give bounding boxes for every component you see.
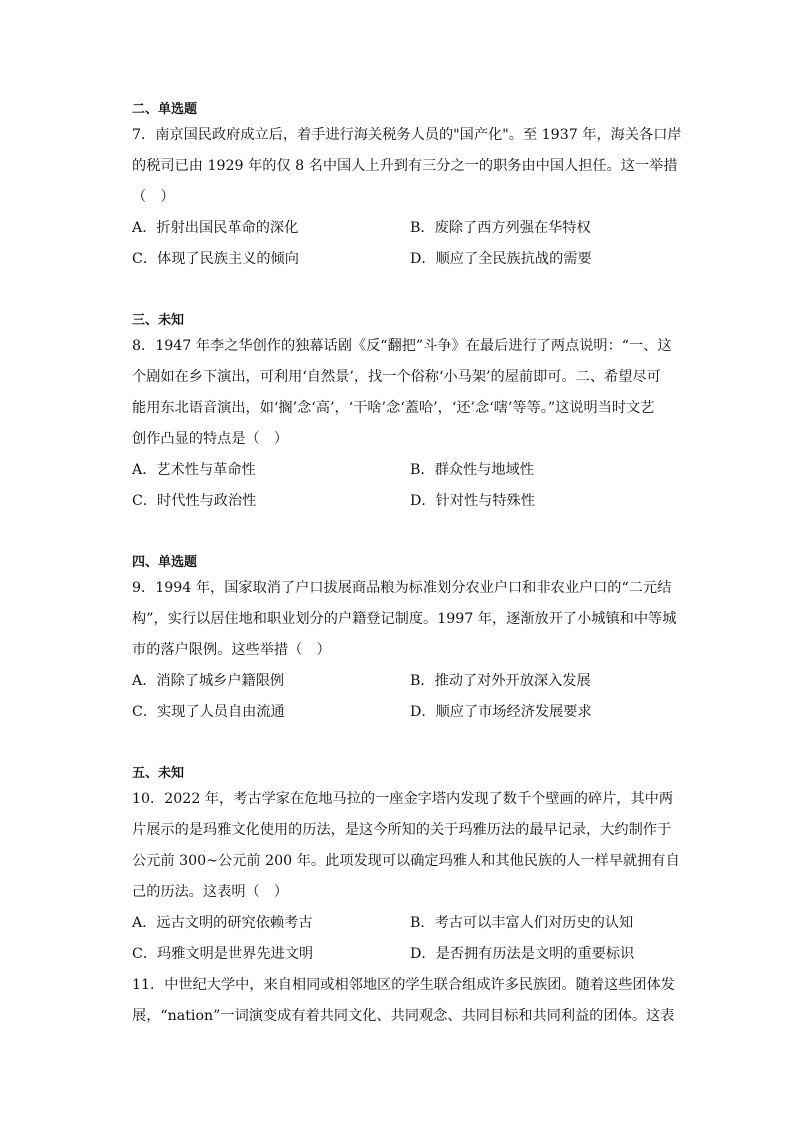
option-row: [132, 213, 662, 244]
question-line: 9．1994 年，国家取消了户口拔展商品粮为标准划分农业户口和非农业户口的“二元结: [132, 580, 672, 596]
option-row: [132, 486, 662, 517]
page-content: [132, 100, 682, 1032]
option-a[interactable]: A．远古文明的研究依赖考古: [132, 915, 313, 931]
question-line: 能用东北语音演出，如‘搁’念‘高’，‘干啥’念‘蓋哈’，‘还’念‘嗐’等等。”这说明当时文艺: [132, 400, 655, 416]
question-line: 10．2022 年，考古学家在危地马拉的一座金字塔内发现了数千个壁画的碎片，其中两: [132, 791, 674, 807]
question-line: 片展示的是玛雅文化使用的历法，是这今所知的关于玛雅历法的最早记录，大约制作于: [132, 822, 672, 838]
option-c[interactable]: C．实现了人员自由流通: [132, 704, 285, 720]
option-b[interactable]: B．废除了西方列强在华特权: [410, 220, 591, 236]
option-a[interactable]: A．消除了城乡户籍限例: [132, 673, 285, 689]
option-d[interactable]: D．针对性与特殊性: [410, 493, 535, 509]
answer-options: [132, 666, 662, 728]
option-b[interactable]: B．推动了对外开放深入发展: [410, 673, 591, 689]
question-line: 11．中世纪大学中，来自相同或相邻地区的学生联合组成许多民族团。随着这些团体发: [132, 977, 675, 993]
option-d[interactable]: D．是否拥有历法是文明的重要标识: [410, 946, 635, 962]
option-c[interactable]: C．玛雅文明是世界先进文明: [132, 946, 314, 962]
option-d[interactable]: D．顺应了全民族抗战的需要: [410, 251, 592, 267]
answer-options: [132, 455, 662, 517]
option-row: [132, 697, 662, 728]
section-title: 四、单选题: [132, 555, 198, 570]
option-row: [132, 244, 662, 275]
option-row: [132, 908, 662, 939]
question-line: 己的历法。这表明（ ）: [132, 884, 289, 900]
question-line: 构”，实行以居住地和职业划分的户籍登记制度。1997 年，逐渐放开了小城镇和中等城: [132, 611, 677, 627]
section-gap: [132, 275, 662, 311]
option-c[interactable]: C．体现了民族主义的倾向: [132, 251, 299, 267]
option-row: [132, 666, 662, 697]
section-title: 二、单选题: [132, 102, 198, 117]
answer-options: [132, 908, 662, 970]
answer-options: [132, 213, 662, 275]
option-c[interactable]: C．时代性与政治性: [132, 493, 257, 509]
section-title: 五、未知: [132, 766, 185, 781]
question-line: 公元前 300~公元前 200 年。此项发现可以确定玛雅人和其他民族的人一样早就拥有自: [132, 853, 680, 869]
option-row: [132, 939, 662, 970]
question-line: 创作凸显的特点是（ ）: [132, 431, 289, 447]
section-gap: [132, 517, 662, 553]
option-d[interactable]: D．顺应了市场经济发展要求: [410, 704, 592, 720]
question-line: 8．1947 年李之华创作的独幕话剧《反“翻把”斗争》在最后进行了两点说明：“一、这: [132, 338, 672, 354]
option-row: [132, 455, 662, 486]
option-b[interactable]: B．考古可以丰富人们对历史的认知: [410, 915, 634, 931]
question-line: 7．南京国民政府成立后，着手进行海关税务人员的"国产化"。至 1937 年，海关各口岸: [132, 127, 682, 143]
question-line: 展，“nation”一词演变成有着共同文化、共同观念、共同目标和共同利益的团体。这表: [132, 1008, 675, 1024]
question-line: 的税司已由 1929 年的仅 8 名中国人上升到有三分之一的职务由中国人担任。这一举措: [132, 158, 678, 174]
section-gap: [132, 728, 662, 764]
option-a[interactable]: A．艺术性与革命性: [132, 462, 256, 478]
section-title: 三、未知: [132, 313, 185, 328]
question-line: 个剧如在乡下演出，可利用‘自然景’，找一个俗称‘小马架’的屋前即可。二、希望尽可: [132, 369, 661, 385]
option-b[interactable]: B．群众性与地域性: [410, 462, 534, 478]
question-line: （ ）: [132, 189, 175, 205]
question-line: 市的落户限例。这些举措（ ）: [132, 642, 331, 658]
option-a[interactable]: A．折射出国民革命的深化: [132, 220, 299, 236]
